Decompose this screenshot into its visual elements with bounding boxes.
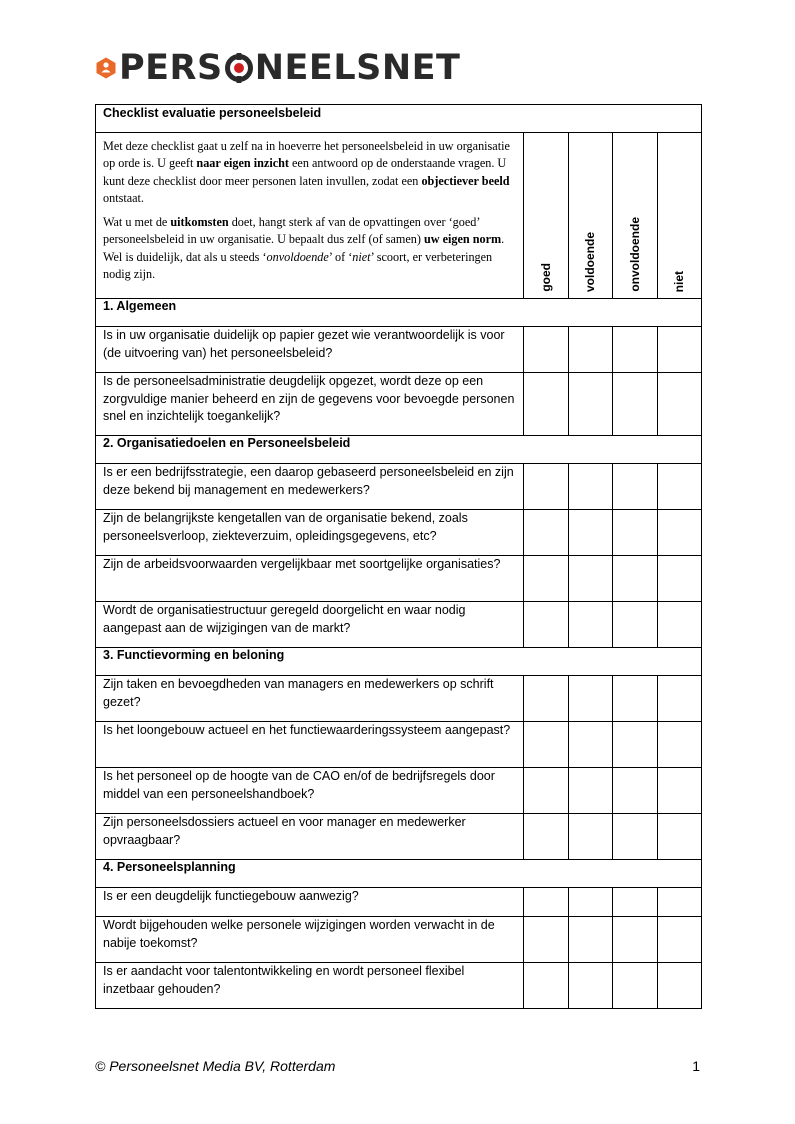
answer-box-niet[interactable] [657,676,702,722]
answer-box-goed[interactable] [524,917,569,963]
answer-box-voldoende[interactable] [568,722,613,768]
question-cell [96,602,524,648]
question-text: Wordt de organisatiestructuur geregeld doorgelicht en waar nodig aangepast aan de wijzigingen van de markt? [103,603,466,635]
section-title-text: 2. Organisatiedoelen en Personeelsbeleid [103,436,351,450]
answer-box-voldoende[interactable] [568,963,613,1009]
question-row [96,814,702,860]
intro-paragraph-1: Met deze checklist gaat u zelf na in hoeverre het personeelsbeleid in uw organisatie op orde is. U geeft naar eigen inzicht een antwoord op de onderstaande vragen. U kunt deze checklist door meer personen laten invullen, zodat een objectiever beeld ontstaat. [103,139,510,205]
answer-box-onvoldoende[interactable] [613,676,658,722]
answer-box-niet[interactable] [657,327,702,373]
answer-box-niet[interactable] [657,510,702,556]
option-label: voldoende [583,231,598,292]
brand-text-start: PERS [119,48,223,88]
question-text: Is in uw organisatie duidelijk op papier gezet wie verantwoordelijk is voor (de uitvoering van) het personeelsbeleid? [103,328,505,360]
answer-box-goed[interactable] [524,814,569,860]
checklist-title: Checklist evaluatie personeelsbeleid [96,105,702,133]
answer-box-niet[interactable] [657,602,702,648]
answer-box-voldoende[interactable] [568,327,613,373]
answer-box-niet[interactable] [657,722,702,768]
intro-text [96,133,524,299]
answer-box-onvoldoende[interactable] [613,373,658,436]
question-row [96,722,702,768]
section-row [96,299,702,327]
option-header-voldoende [568,133,613,299]
target-o-icon [224,53,254,83]
question-cell [96,510,524,556]
question-row [96,602,702,648]
checklist-table [95,104,702,1009]
question-cell [96,917,524,963]
question-row [96,556,702,602]
question-text: Zijn de arbeidsvoorwaarden vergelijkbaar met soortgelijke organisaties? [103,557,501,571]
answer-box-voldoende[interactable] [568,917,613,963]
answer-box-goed[interactable] [524,963,569,1009]
section-row [96,436,702,464]
answer-box-onvoldoende[interactable] [613,556,658,602]
answer-box-voldoende[interactable] [568,510,613,556]
question-row [96,327,702,373]
option-header-onvoldoende [613,133,658,299]
answer-box-voldoende[interactable] [568,556,613,602]
section-title-text: 4. Personeelsplanning [103,860,236,874]
option-label: niet [672,270,687,292]
answer-box-goed[interactable] [524,373,569,436]
intro-paragraph-2: Wat u met de uitkomsten doet, hangt sterk af van de opvattingen over ‘goed’ personeelsbeleid in uw organisatie. U bepaalt dus zelf (of samen) uw eigen norm. Wel is duidelijk, dat als u steeds ‘onvoldoende’ of ‘niet’ scoort, er verbeteringen nodig zijn. [103,215,505,282]
option-label: onvoldoende [627,217,642,292]
question-text: Zijn taken en bevoegdheden van managers en medewerkers op schrift gezet? [103,677,494,709]
question-text: Wordt bijgehouden welke personele wijzigingen worden verwacht in de nabije toekomst? [103,918,495,950]
answer-box-goed[interactable] [524,510,569,556]
section-title-text: 3. Functievorming en beloning [103,648,285,662]
answer-box-onvoldoende[interactable] [613,814,658,860]
section-row [96,860,702,888]
question-row [96,464,702,510]
title-row [96,105,702,133]
intro-row [96,133,702,299]
question-cell [96,722,524,768]
question-cell [96,556,524,602]
answer-box-onvoldoende[interactable] [613,510,658,556]
question-cell [96,768,524,814]
answer-box-niet[interactable] [657,963,702,1009]
question-row [96,963,702,1009]
question-text: Is het personeel op de hoogte van de CAO en/of de bedrijfsregels door middel van een personeelshandboek? [103,769,495,801]
question-cell [96,963,524,1009]
question-cell [96,373,524,436]
option-label: goed [538,263,553,292]
answer-box-voldoende[interactable] [568,814,613,860]
answer-box-niet[interactable] [657,556,702,602]
question-text: Is de personeelsadministratie deugdelijk opgezet, wordt deze op een zorgvuldige manier beheerd en zijn de gegevens voor bevoegde personen snel en inzichtelijk toegankelijk? [103,374,515,423]
section-title [96,299,702,327]
page-number: 1 [692,1058,700,1074]
answer-box-goed[interactable] [524,722,569,768]
section-title [96,648,702,676]
answer-box-voldoende[interactable] [568,373,613,436]
section-row [96,648,702,676]
question-cell [96,327,524,373]
answer-box-niet[interactable] [657,464,702,510]
brand-wordmark [119,48,460,88]
answer-box-niet[interactable] [657,768,702,814]
answer-box-voldoende[interactable] [568,676,613,722]
question-text: Zijn de belangrijkste kengetallen van de organisatie bekend, zoals personeelsverloop, ziekteverzuim, opleidingsgegevens, etc? [103,511,468,543]
answer-box-goed[interactable] [524,556,569,602]
answer-box-goed[interactable] [524,768,569,814]
question-text: Zijn personeelsdossiers actueel en voor manager en medewerker opvraagbaar? [103,815,466,847]
answer-box-goed[interactable] [524,676,569,722]
question-cell [96,888,524,917]
question-cell [96,814,524,860]
answer-box-goed[interactable] [524,888,569,917]
question-row [96,510,702,556]
answer-box-onvoldoende[interactable] [613,888,658,917]
answer-box-goed[interactable] [524,464,569,510]
question-row [96,373,702,436]
answer-box-niet[interactable] [657,814,702,860]
brand-logo [95,48,460,88]
answer-box-onvoldoende[interactable] [613,963,658,1009]
question-row [96,676,702,722]
answer-box-goed[interactable] [524,327,569,373]
person-badge-icon [95,57,117,79]
answer-box-voldoende[interactable] [568,602,613,648]
brand-text-end: NEELSNET [254,48,461,88]
answer-box-onvoldoende[interactable] [613,327,658,373]
question-row [96,888,702,917]
question-row [96,768,702,814]
question-cell [96,464,524,510]
section-title-text: 1. Algemeen [103,299,177,313]
answer-box-voldoende[interactable] [568,888,613,917]
answer-box-niet[interactable] [657,373,702,436]
section-title [96,860,702,888]
question-text: Is er aandacht voor talentontwikkeling en wordt personeel flexibel inzetbaar gehouden? [103,964,465,996]
question-row [96,917,702,963]
option-header-niet [657,133,702,299]
answer-box-onvoldoende[interactable] [613,722,658,768]
answer-box-voldoende[interactable] [568,464,613,510]
answer-box-niet[interactable] [657,917,702,963]
section-title [96,436,702,464]
question-text: Is het loongebouw actueel en het functiewaarderingssysteem aangepast? [103,723,511,737]
answer-box-onvoldoende[interactable] [613,917,658,963]
question-text: Is er een bedrijfsstrategie, een daarop gebaseerd personeelsbeleid en zijn deze bekend bij management en medewerkers? [103,465,514,497]
question-cell [96,676,524,722]
question-text: Is er een deugdelijk functiegebouw aanwezig? [103,889,359,903]
option-header-goed [524,133,569,299]
answer-box-niet[interactable] [657,888,702,917]
answer-box-onvoldoende[interactable] [613,602,658,648]
footer-copyright: © Personeelsnet Media BV, Rotterdam [95,1058,336,1074]
answer-box-onvoldoende[interactable] [613,464,658,510]
answer-box-onvoldoende[interactable] [613,768,658,814]
answer-box-goed[interactable] [524,602,569,648]
answer-box-voldoende[interactable] [568,768,613,814]
